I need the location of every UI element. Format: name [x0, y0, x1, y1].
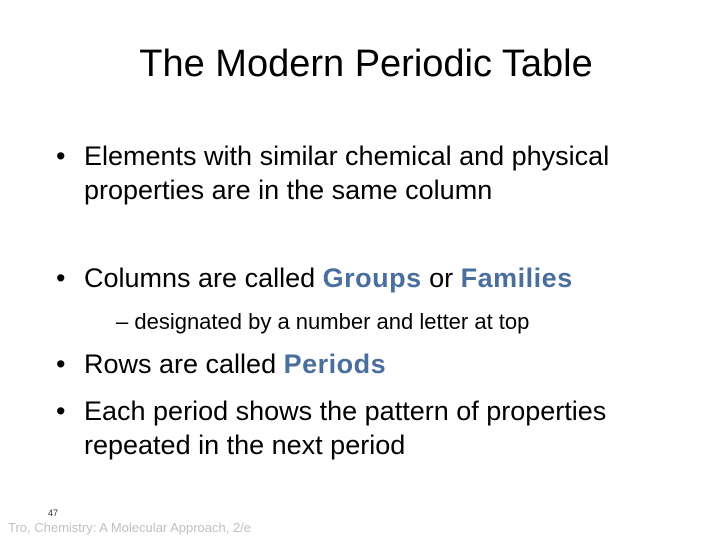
- bullet-text: Elements with similar chemical and physical properties are in the same column: [84, 141, 610, 205]
- term-groups: Groups: [322, 263, 422, 293]
- slide-title: The Modern Periodic Table: [139, 43, 593, 85]
- bullet-text-middle: or: [421, 263, 461, 293]
- footer-citation: Tro, Chemistry: A Molecular Approach, 2/e: [8, 520, 252, 535]
- bullet-text: [84, 347, 616, 381]
- bullet-text: [84, 261, 696, 295]
- bullet-marker: •: [56, 396, 66, 426]
- bullet-item: [56, 139, 616, 207]
- bullet-text: Each period shows the pattern of properties repeated in the next period: [84, 396, 607, 460]
- bullet-item: [56, 394, 616, 462]
- bullet-text-prefix: Columns are called: [84, 263, 323, 293]
- term-families: Families: [460, 263, 573, 293]
- bullet-item: [56, 261, 696, 295]
- bullet-text-prefix: Rows are called: [84, 349, 284, 379]
- page-number: 47: [48, 508, 59, 518]
- bullet-marker: •: [56, 141, 66, 171]
- bullet-marker: •: [56, 263, 66, 293]
- bullet-marker: •: [56, 349, 66, 379]
- bullet-item: [56, 347, 616, 381]
- sub-bullet: – designated by a number and letter at top: [116, 309, 530, 334]
- term-periods: Periods: [283, 349, 387, 379]
